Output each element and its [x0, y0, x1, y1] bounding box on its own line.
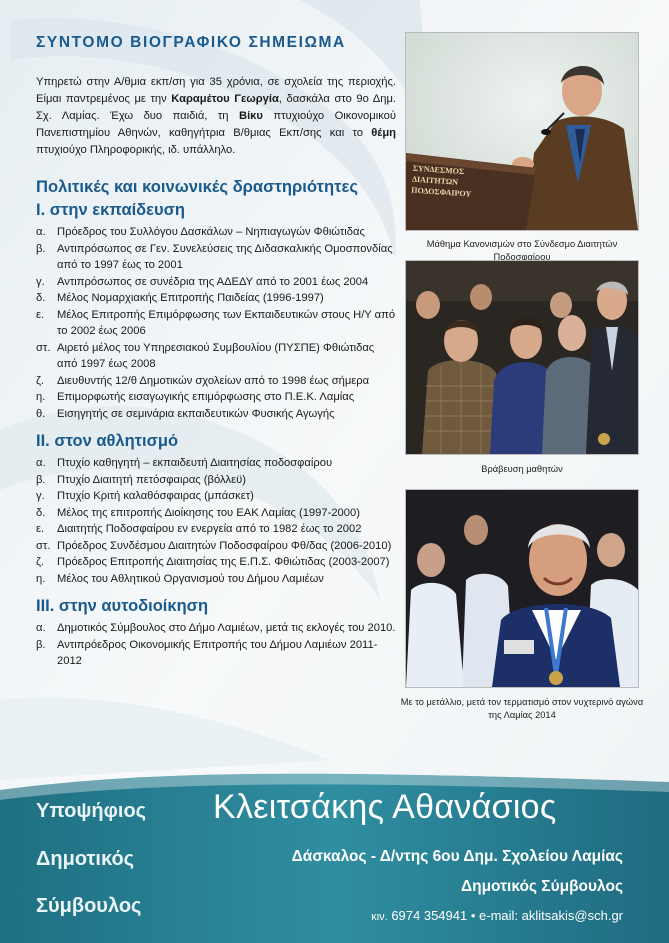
item-label: στ. [36, 341, 51, 354]
item-label: β. [36, 638, 46, 651]
item-text: Πρόεδρος του Συλλόγου Δασκάλων – Νηπιαγωγών Φθιώτιδας [57, 226, 365, 238]
item-label: β. [36, 473, 46, 486]
podium-text: ΣΥΝΔΕΣΜΟΣ ΔΙΑΙΤΗΤΩΝ ΠΟΔΟΣΦΑΙΡΟΥ [411, 163, 472, 199]
list-item [36, 389, 396, 406]
item-label: ζ. [36, 374, 45, 387]
page-title: ΣΥΝΤΟΜΟ ΒΙΟΓΡΑΦΙΚΟ ΣΗΜΕΙΩΜΑ [36, 34, 346, 51]
caption-medal: Με το μετάλλιο, μετά τον τερματισμό στον νυχτερινό αγώνα της Λαμίας 2014 [400, 697, 644, 720]
item-text: Πτυχίο καθηγητή – εκπαιδευτή Διαιτησίας ποδοσφαίρου [57, 457, 333, 469]
list-item [36, 488, 396, 505]
item-label: α. [36, 622, 46, 634]
item-label: ζ. [36, 556, 45, 568]
list-item [36, 538, 396, 555]
item-text: Μέλος Επιτροπής Επιμόρφωσης των Εκπαιδευτικών στους Η/Υ από το 2002 έως 2006 [57, 308, 396, 337]
candidate-role: Δάσκαλος - Δ/ντης 6ου Δημ. Σχολείου Λαμίας [291, 848, 623, 865]
list-item [36, 637, 396, 670]
list-item [36, 373, 396, 390]
footer-left-line-1: Υποψήφιος [36, 800, 147, 822]
list-item [36, 307, 396, 340]
list-item [36, 290, 396, 307]
item-label: στ. [36, 539, 51, 552]
bio-child-1: Βίκυ [238, 110, 263, 122]
item-label: δ. [36, 292, 46, 304]
item-text: Εισηγητής σε σεμινάρια εκπαιδευτικών Φυσικής Αγωγής [57, 407, 335, 420]
list-item [36, 521, 396, 538]
main-content [36, 34, 396, 670]
list-item [36, 224, 396, 241]
list-item [36, 241, 396, 274]
photo-award [405, 260, 639, 455]
item-text: Πτυχίο Διαιτητή πετόσφαιρας (βόλλεϋ) [57, 473, 246, 486]
bio-text-3: πτυχιούχο Οικονομικού Πανεπιστημίου Αθηνών, καθηγήτρια Β/θμιας Εκπ/σης και το [36, 110, 397, 139]
section-list [36, 224, 396, 422]
list-item [36, 571, 396, 588]
section-list [36, 620, 396, 670]
item-text: Αιρετό μέλος του Υπηρεσιακού Συμβουλίου (ΠΥΣΠΕ) Φθιώτιδας από 1997 έως 2008 [57, 341, 375, 370]
item-text: Αντιπρόεδρος Οικονομικής Επιτροπής του Δήμου Λαμιέων 2011-2012 [57, 638, 378, 667]
email-link[interactable]: e-mail: aklitsakis@sch.gr [479, 908, 623, 923]
award-image [406, 261, 638, 454]
item-label: δ. [36, 506, 46, 519]
item-text: Μέλος της επιτροπής Διοίκησης του ΕΑΚ Λαμίας (1997-2000) [57, 506, 360, 519]
bio-text-4: πτυχιούχο Πληροφορικής, ιδ. υπάλληλο. [36, 144, 236, 156]
item-text: Αντιπρόσωπος σε συνέδρια της ΑΔΕΔΥ από το 2001 έως 2004 [57, 275, 369, 288]
list-item [36, 274, 396, 291]
contact-info [371, 908, 623, 923]
item-text: Πρόεδρος Επιτροπής Διαιτησίας της Ε.Π.Σ. Φθιώτιδας (2003-2007) [57, 556, 390, 568]
item-label: θ. [36, 407, 46, 420]
photo-lecture [405, 32, 639, 231]
item-text: Μέλος Νομαρχιακής Επιτροπής Παιδείας (1996-1997) [57, 292, 324, 304]
bio-paragraph [36, 74, 396, 159]
section-list [36, 455, 396, 587]
list-item [36, 406, 396, 423]
item-text: Διευθυντής 12/θ Δημοτικών σχολείων από το 1998 έως σήμερα [57, 374, 370, 387]
item-label: η. [36, 391, 46, 403]
item-label: α. [36, 226, 46, 238]
item-label: γ. [36, 275, 45, 288]
phone-label: κιν. [371, 911, 388, 923]
item-label: β. [36, 242, 46, 255]
section-title: III. στην αυτοδιοίκηση [36, 597, 209, 615]
item-label: η. [36, 572, 46, 585]
bio-text-1: Υπηρετώ στην Α/θμια εκπ/ση για 35 χρόνια, σε σχολεία της περιοχής. Είμαι παντρεμένος με την [36, 76, 396, 105]
medal-image [406, 490, 638, 687]
item-text: Διαιτητής Ποδοσφαίρου εν ενεργεία από το 1982 έως το 2002 [57, 523, 362, 535]
activities-heading: Πολιτικές και κοινωνικές δραστηριότητες [36, 177, 359, 196]
list-item [36, 340, 396, 373]
list-item [36, 505, 396, 522]
list-item [36, 472, 396, 489]
item-label: ε. [36, 308, 45, 321]
item-text: Επιμορφωτής εισαγωγικής επιμόρφωσης στο Π.Ε.Κ. Λαμίας [57, 391, 355, 403]
candidate-position: Δημοτικός Σύμβουλος [460, 878, 623, 895]
item-text: Μέλος του Αθλητικού Οργανισμού του Δήμου Λαμιέων [57, 572, 324, 585]
bullet-separator: • [470, 908, 476, 923]
bio-child-2: θέμη [371, 127, 396, 139]
item-text: Δημοτικός Σύμβουλος στο Δήμο Λαμιέων, μετά τις εκλογές του 2010. [57, 622, 396, 634]
item-text: Πρόεδρος Συνδέσμου Διαιτητών Ποδοσφαίρου Φθ/δας (2006-2010) [57, 539, 392, 552]
caption-lecture: Μάθημα Κανονισμών στο Σύνδεσμο Διαιτητών Ποδοσφαίρου [426, 239, 618, 262]
footer-left-line-2: Δημοτικός [36, 848, 135, 870]
footer-left-line-3: Σύμβουλος [36, 895, 142, 917]
activity-sections [36, 201, 396, 670]
item-text: Αντιπρόσωπος σε Γεν. Συνελεύσεις της Διδασκαλικής Ομοσπονδίας από το 1997 έως το 2001 [57, 242, 393, 271]
candidate-name: Κλειτσάκης Αθανάσιος [213, 788, 557, 826]
section-title: II. στον αθλητισμό [36, 432, 179, 450]
phone-number[interactable]: 6974 354941 [391, 908, 468, 923]
section-title: I. στην εκπαίδευση [36, 201, 185, 219]
list-item [36, 554, 396, 571]
item-text: Πτυχίο Κριτή καλαθόσφαιρας (μπάσκετ) [57, 490, 254, 502]
item-label: α. [36, 457, 46, 469]
photo-medal [405, 489, 639, 688]
lecture-image [406, 33, 638, 230]
bio-text-2: , δασκάλα στο 9ο Δημ. Σχ. Λαμίας. Έχω δυο παιδιά, τη [36, 93, 397, 122]
item-label: ε. [36, 523, 45, 535]
item-label: γ. [36, 490, 45, 502]
list-item [36, 455, 396, 472]
list-item [36, 620, 396, 637]
bio-wife: Καραμέτου Γεωργία [171, 93, 279, 105]
caption-award: Βράβευση μαθητών [481, 464, 563, 474]
